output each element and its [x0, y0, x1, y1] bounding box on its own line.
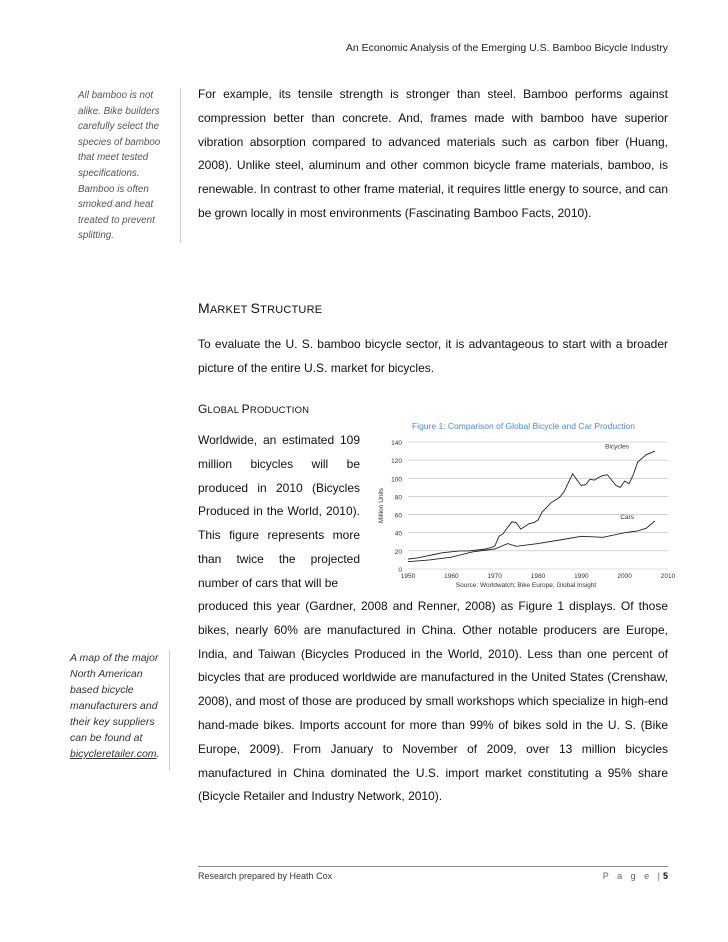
footer-divider [198, 866, 668, 867]
chart-source-note: Source: Worldwatch; Bike Europe; Global Insight [455, 582, 597, 589]
chart-x-tick-label: 1990 [574, 573, 589, 580]
narrow-line: than twice the projected [198, 551, 360, 566]
narrow-line: number of cars that will be [198, 575, 339, 590]
chart-y-tick-label: 0 [398, 567, 402, 574]
chart-legend-bicycles: Bicycles [605, 443, 630, 451]
chart-x-tick-label: 1970 [487, 573, 502, 580]
chart-series-line-cars [408, 521, 655, 562]
narrow-line: Produced in the World, 2010). [198, 504, 360, 519]
paragraph-bamboo-properties: For example, its tensile strength is stronger than steel. Bamboo performs against compression better than concrete. And, frames made with bamboo have superior vibration absorption compared to advanced materials such as carbon fiber (Huang, 2008). Unlike steel, aluminum and other common bicycle frame materials, bamboo, is renewable. In contrast to other frame material, it requires little energy to source, and can be grown locally in most environments (Fascinating Bamboo Facts, 2010). [198, 87, 668, 220]
chart-x-tick-label: 1960 [444, 573, 459, 580]
chart-y-tick-label: 60 [394, 512, 402, 520]
chart-y-tick-label: 20 [394, 548, 402, 556]
bicycleretailer-link[interactable]: bicycleretailer.com [70, 748, 157, 760]
narrow-line: This figure represents more [198, 528, 360, 543]
narrow-line: million bicycles will be [198, 456, 360, 471]
chart-legend-cars: Cars [620, 514, 635, 522]
chart-x-tick-label: 2000 [617, 573, 632, 580]
sidenote-manufacturers-map: A map of the major North American based bicycle manufacturers and their key suppliers can be found at bicycleretailer.com. [70, 650, 170, 770]
heading-market-structure: MARKET STRUCTURE [198, 300, 323, 316]
heading-global-production: GLOBAL PRODUCTION [198, 402, 310, 416]
chart-x-tick-label: 1980 [530, 573, 546, 580]
chart-y-tick-label: 80 [394, 494, 402, 502]
running-header: An Economic Analysis of the Emerging U.S. Bamboo Bicycle Industry [345, 42, 668, 54]
paragraph-worldwide-continued: produced this year (Gardner, 2008 and Renner, 2008) as Figure 1 displays. Of those bikes, nearly 60% are manufactured in China. Other notable producers are Europe, India, and Taiwan (Bicycles Produced in the World, 2010). Less than one percent of bicycles that are produced worldwide are manufactured in the United States (Crenshaw, 2008), and most of those are produced by small workshops which specialize in high-end hand-made bikes. Imports account for more than 99% of bikes sold in the U. S. (Bike Europe, 2009). From January to November of 2009, over 13 million bicycles manufactured in China dominated the U.S. import market constituting a 95% share (Bicycle Retailer and Industry Network, 2010). [198, 599, 668, 804]
chart-y-tick-label: 100 [391, 476, 402, 484]
paragraph-worldwide-narrow [198, 429, 360, 596]
figure-caption: Figure 1: Comparison of Global Bicycle and Car Production [412, 421, 635, 431]
chart-y-tick-label: 120 [391, 458, 402, 466]
paragraph-market-intro: To evaluate the U. S. bamboo bicycle sector, it is advantageous to start with a broader picture of the entire U.S. market for bicycles. [198, 337, 668, 375]
chart-x-tick-label: 2010 [660, 573, 676, 580]
chart-x-tick-label: 1950 [400, 573, 416, 580]
narrow-line: Worldwide, an estimated 109 [198, 433, 360, 447]
production-chart [372, 433, 676, 593]
chart-series-line-bicycles [408, 451, 655, 559]
narrow-line: produced in 2010 (Bicycles [198, 480, 360, 495]
footer-author: Research prepared by Heath Cox [198, 871, 333, 881]
chart-y-tick-label: 140 [391, 440, 402, 447]
sidenote-bamboo-selection: All bamboo is not alike. Bike builders carefully select the species of bamboo that meet tested specifications. Bamboo is often smoked and heat treated to prevent splitting. [78, 88, 181, 243]
footer-page-number: P a g e |5 [602, 871, 668, 881]
chart-y-axis-label: Million Units [378, 487, 385, 524]
chart-y-tick-label: 40 [394, 530, 402, 538]
